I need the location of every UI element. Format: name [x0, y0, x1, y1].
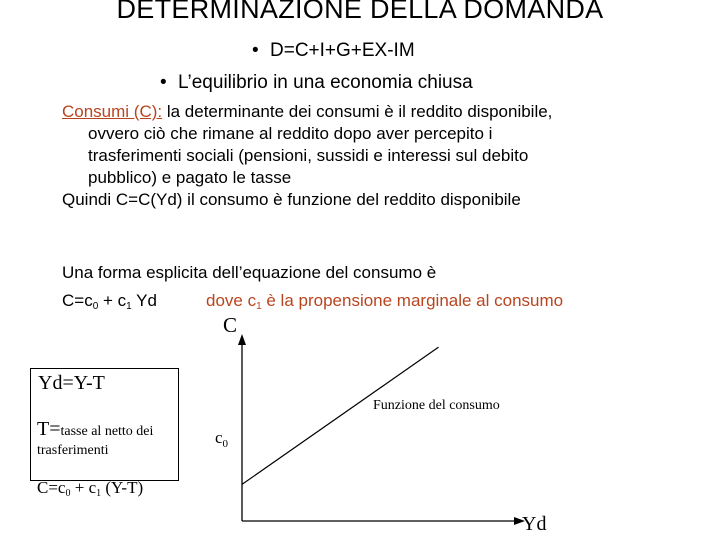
- box-yd-line: Yd=Y-T: [38, 372, 105, 394]
- consumi-line-2: ovvero ciò che rimane al reddito dopo aver percepito i: [88, 124, 493, 143]
- y-axis-arrow: [238, 334, 246, 345]
- intercept-label-sub: 0: [222, 438, 229, 450]
- box-trasferimenti: trasferimenti: [37, 443, 109, 458]
- mpc-dove: dove c: [206, 291, 257, 310]
- box-eq-rest: (Y-T): [101, 478, 144, 497]
- bullet-dot: •: [160, 72, 167, 93]
- box-t-label: T=: [37, 418, 61, 440]
- box-eq-plus: + c: [70, 478, 97, 497]
- mpc-sub: 1: [256, 301, 262, 312]
- bullet-text: L’equilibrio in una economia chiusa: [178, 72, 473, 93]
- equation-plus: + c: [98, 291, 127, 310]
- equation-sub0: 0: [92, 301, 99, 312]
- box-eq-sub1: 1: [96, 488, 102, 499]
- equation-yd: Yd: [131, 291, 157, 310]
- x-axis-label: Yd: [522, 513, 547, 535]
- y-axis-label: C: [223, 313, 238, 337]
- slide-title: DETERMINAZIONE DELLA DOMANDA: [116, 0, 604, 24]
- mpc-rest: è la propensione marginale al consumo: [261, 291, 564, 310]
- consumption-function-line: [242, 347, 439, 484]
- consumi-line-4: pubblico) e pagato le tasse: [88, 168, 292, 187]
- box-eq-c: C=c: [37, 478, 66, 497]
- equation-c: C=c: [62, 291, 93, 310]
- consumi-term: Consumi (C):: [62, 102, 163, 121]
- quindi-line: Quindi C=C(Yd) il consumo è funzione del reddito disponibile: [62, 190, 521, 209]
- equation-sub1: 1: [126, 301, 132, 312]
- bullet-text: D=C+I+G+EX-IM: [270, 40, 415, 61]
- intercept-label-text: c: [215, 428, 223, 447]
- intercept-label: [215, 428, 229, 450]
- box-eq-sub0: 0: [65, 488, 71, 499]
- box-t-rest: tasse al netto dei: [60, 424, 154, 439]
- forma-line: Una forma esplicita dell’equazione del consumo è: [62, 263, 437, 282]
- consumi-line-1-text: la determinante dei consumi è il reddito disponibile,: [162, 102, 553, 121]
- bullet-dot: •: [252, 40, 259, 61]
- consumi-line-3: trasferimenti sociali (pensioni, sussidi e interessi sul debito: [88, 146, 529, 165]
- function-annotation: Funzione del consumo: [373, 398, 500, 413]
